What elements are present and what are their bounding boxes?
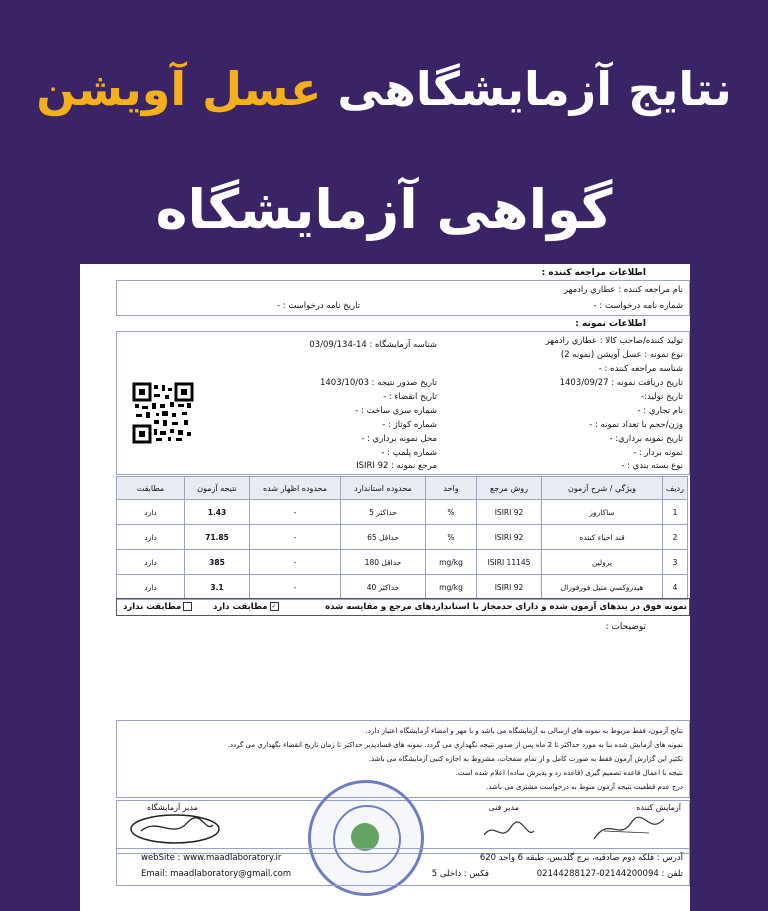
banner-subtitle: گواهی آزمایشگاه: [155, 178, 613, 241]
sample-line: وزن/حجم با تعداد نمونه : -: [589, 420, 683, 430]
conform-yes-option[interactable]: [213, 602, 279, 612]
tester-label: آزمايش كننده: [636, 803, 681, 812]
cell-unit: %: [426, 525, 477, 550]
cell-test: قند احياء كننده: [542, 525, 663, 550]
cell-standard: حداقل 180: [341, 550, 426, 575]
sample-info-line: شماره سري ساخت : -: [355, 406, 437, 416]
sample-line: نوع بسته بندي : -: [621, 461, 683, 471]
cell-standard: حداكثر 5: [341, 500, 426, 525]
cell-method: ISIRI 92: [477, 575, 542, 600]
unchecked-checkbox-icon[interactable]: [183, 602, 192, 611]
cell-conform: دارد: [117, 525, 185, 550]
col-header: واحد: [426, 477, 477, 500]
conform-no-label: مطابقت ندارد: [123, 602, 182, 612]
banner-title-main: نتایج آزمایشگاهی: [337, 62, 732, 116]
results-header-row: [117, 477, 688, 500]
sample-info-line: تاريخ صدور نتيجه : 1403/10/03: [319, 378, 437, 388]
requester-box: [116, 280, 690, 316]
table-row: [117, 575, 688, 600]
note-line: نتايج آزمون، فقط مربوط به نمونه های ارسالی به آزمايشگاه می باشد و با مهر و امضاء آزمايشگاه اعتبار دارد.: [365, 727, 683, 735]
requester-name: نام مراجعه کننده : عطاري رادمهر: [563, 285, 683, 295]
sample-section-title: اطلاعات نمونه :: [575, 319, 646, 329]
cell-declared: -: [250, 575, 341, 600]
cell-conform: دارد: [117, 550, 185, 575]
cell-unit: %: [426, 500, 477, 525]
results-table: [116, 476, 688, 600]
footer-email[interactable]: Email: maadlaboratory@gmail.com: [141, 869, 292, 879]
cell-result: 3.1: [185, 575, 250, 600]
cell-result: 71.85: [185, 525, 250, 550]
sample-line: نام تجاري : -: [637, 406, 683, 416]
conform-yes-label: مطابقت دارد: [213, 602, 268, 612]
cell-test: پرولين: [542, 550, 663, 575]
footer-fax: فكس : داخلی 5: [431, 869, 489, 879]
lab-manager-signature-icon: [127, 811, 223, 847]
lab-manager-label: مدير آزمايشگاه: [147, 803, 198, 812]
table-row: [117, 525, 688, 550]
sample-line: نوع نمونه : عسل آويشن (نمونه 2): [560, 350, 683, 360]
sample-line: تاريخ دريافت نمونه : 1403/09/27: [559, 378, 683, 388]
cell-standard: حداكثر 40: [341, 575, 426, 600]
checked-checkbox-icon[interactable]: ✓: [271, 603, 277, 610]
note-line: نمونه های آزمايش شده بنا به مورد حداكثر تا 2 ماه پس از صدور نتيجه نگهداري می گردد. نمونه های فسادپذير حداكثر تا زمان تاريخ انقضاء نگهداري می گردد.: [227, 741, 683, 749]
request-number: شماره نامه درخواست : -: [593, 301, 683, 311]
cell-declared: -: [250, 500, 341, 525]
cell-declared: -: [250, 550, 341, 575]
lab-id: شناسه آزمایشگاه : 14-03/09/134: [309, 340, 437, 350]
cell-method: ISIRI 92: [477, 525, 542, 550]
note-line: تكثير اين گزارش آزمون فقط به صورت كامل و از تمام صفحات، مشروط به اجازه كتبی آزمايشگاه می باشد.: [368, 755, 683, 763]
cell-unit: mg/kg: [426, 575, 477, 600]
footer-phone: تلفن : 02144200094-02144288127: [536, 869, 683, 879]
cell-conform: دارد: [117, 575, 185, 600]
cell-test: هيدروكسي متيل فورفورال: [542, 575, 663, 600]
cell-method: ISIRI 11145: [477, 550, 542, 575]
remarks-label: توضيحات :: [605, 622, 646, 632]
footer-address: آدرس : فلكه دوم صادقيه، برج گلديس، طبقه 6 واحد 620: [479, 853, 683, 863]
col-header: روش مرجع: [477, 477, 542, 500]
sample-line: تاريخ نمونه برداري: -: [609, 434, 683, 444]
col-header: رديف: [663, 477, 688, 500]
col-header: ويژگي / شرح آزمون: [542, 477, 663, 500]
table-row: [117, 500, 688, 525]
sample-info-line: محل نمونه برداري : -: [361, 434, 437, 444]
note-line: درج عدم قطعيت نتيجه آزمون منوط به درخواست مشتری می باشد.: [486, 783, 683, 791]
qr-code: [132, 382, 194, 444]
sample-box: [116, 331, 690, 475]
banner-title-highlight: عسل آویشن: [36, 62, 322, 116]
cell-standard: حداقل 65: [341, 525, 426, 550]
cell-declared: -: [250, 525, 341, 550]
col-header: نتيجه آزمون: [185, 477, 250, 500]
banner-title: [0, 62, 768, 116]
tech-manager-signature-icon: [479, 813, 539, 847]
table-row: [117, 550, 688, 575]
sample-info-line: شماره كوتاژ : -: [382, 420, 437, 430]
sample-info-line: شماره پلمپ : -: [381, 448, 437, 458]
cell-result: 1.43: [185, 500, 250, 525]
request-date: تاريخ نامه درخواست : -: [277, 301, 361, 311]
footer-box: [116, 848, 690, 886]
sample-info-line: مرجع نمونه : ISIRI 92: [356, 461, 437, 471]
sample-line: نمونه بردار : -: [633, 448, 683, 458]
footer-website[interactable]: webSite : www.maadlaboratory.ir: [141, 853, 282, 863]
certificate-document: [80, 264, 690, 911]
notes-box: [116, 720, 690, 798]
cell-no: 1: [663, 500, 688, 525]
cell-method: ISIRI 92: [477, 500, 542, 525]
sample-line: تاريخ توليد:-: [641, 392, 683, 402]
cell-conform: دارد: [117, 500, 185, 525]
cell-no: 2: [663, 525, 688, 550]
cell-unit: mg/kg: [426, 550, 477, 575]
conformity-bar: [116, 598, 690, 616]
sample-line: شناسه مراجعه كننده : -: [598, 364, 683, 374]
cell-test: ساكاروز: [542, 500, 663, 525]
sample-info-line: تاريخ انقضاء : -: [383, 392, 437, 402]
conform-no-option[interactable]: [123, 602, 192, 612]
conformity-statement: نمونه فوق در بندهای آزمون شده و دارای حدمجاز با استانداردهای مرجع و مقايسه شده: [325, 602, 687, 612]
col-header: مطابقت: [117, 477, 185, 500]
tech-manager-label: مدير فنی: [488, 803, 519, 812]
note-line: نتيجه با اعمال قاعده تصميم گيری (قاعده رد و پذيرش ساده) اعلام شده است.: [455, 769, 683, 777]
cell-result: 385: [185, 550, 250, 575]
tester-signature-icon: [589, 811, 669, 847]
requester-section-title: اطلاعات مراجعه کننده :: [541, 268, 646, 278]
sample-line: توليد كننده/صاحب كالا : عطاري رادمهر: [545, 336, 683, 346]
col-header: محدوده استاندارد: [341, 477, 426, 500]
col-header: محدوده اظهار شده: [250, 477, 341, 500]
cell-no: 4: [663, 575, 688, 600]
cell-no: 3: [663, 550, 688, 575]
stamp-center: [351, 823, 379, 851]
